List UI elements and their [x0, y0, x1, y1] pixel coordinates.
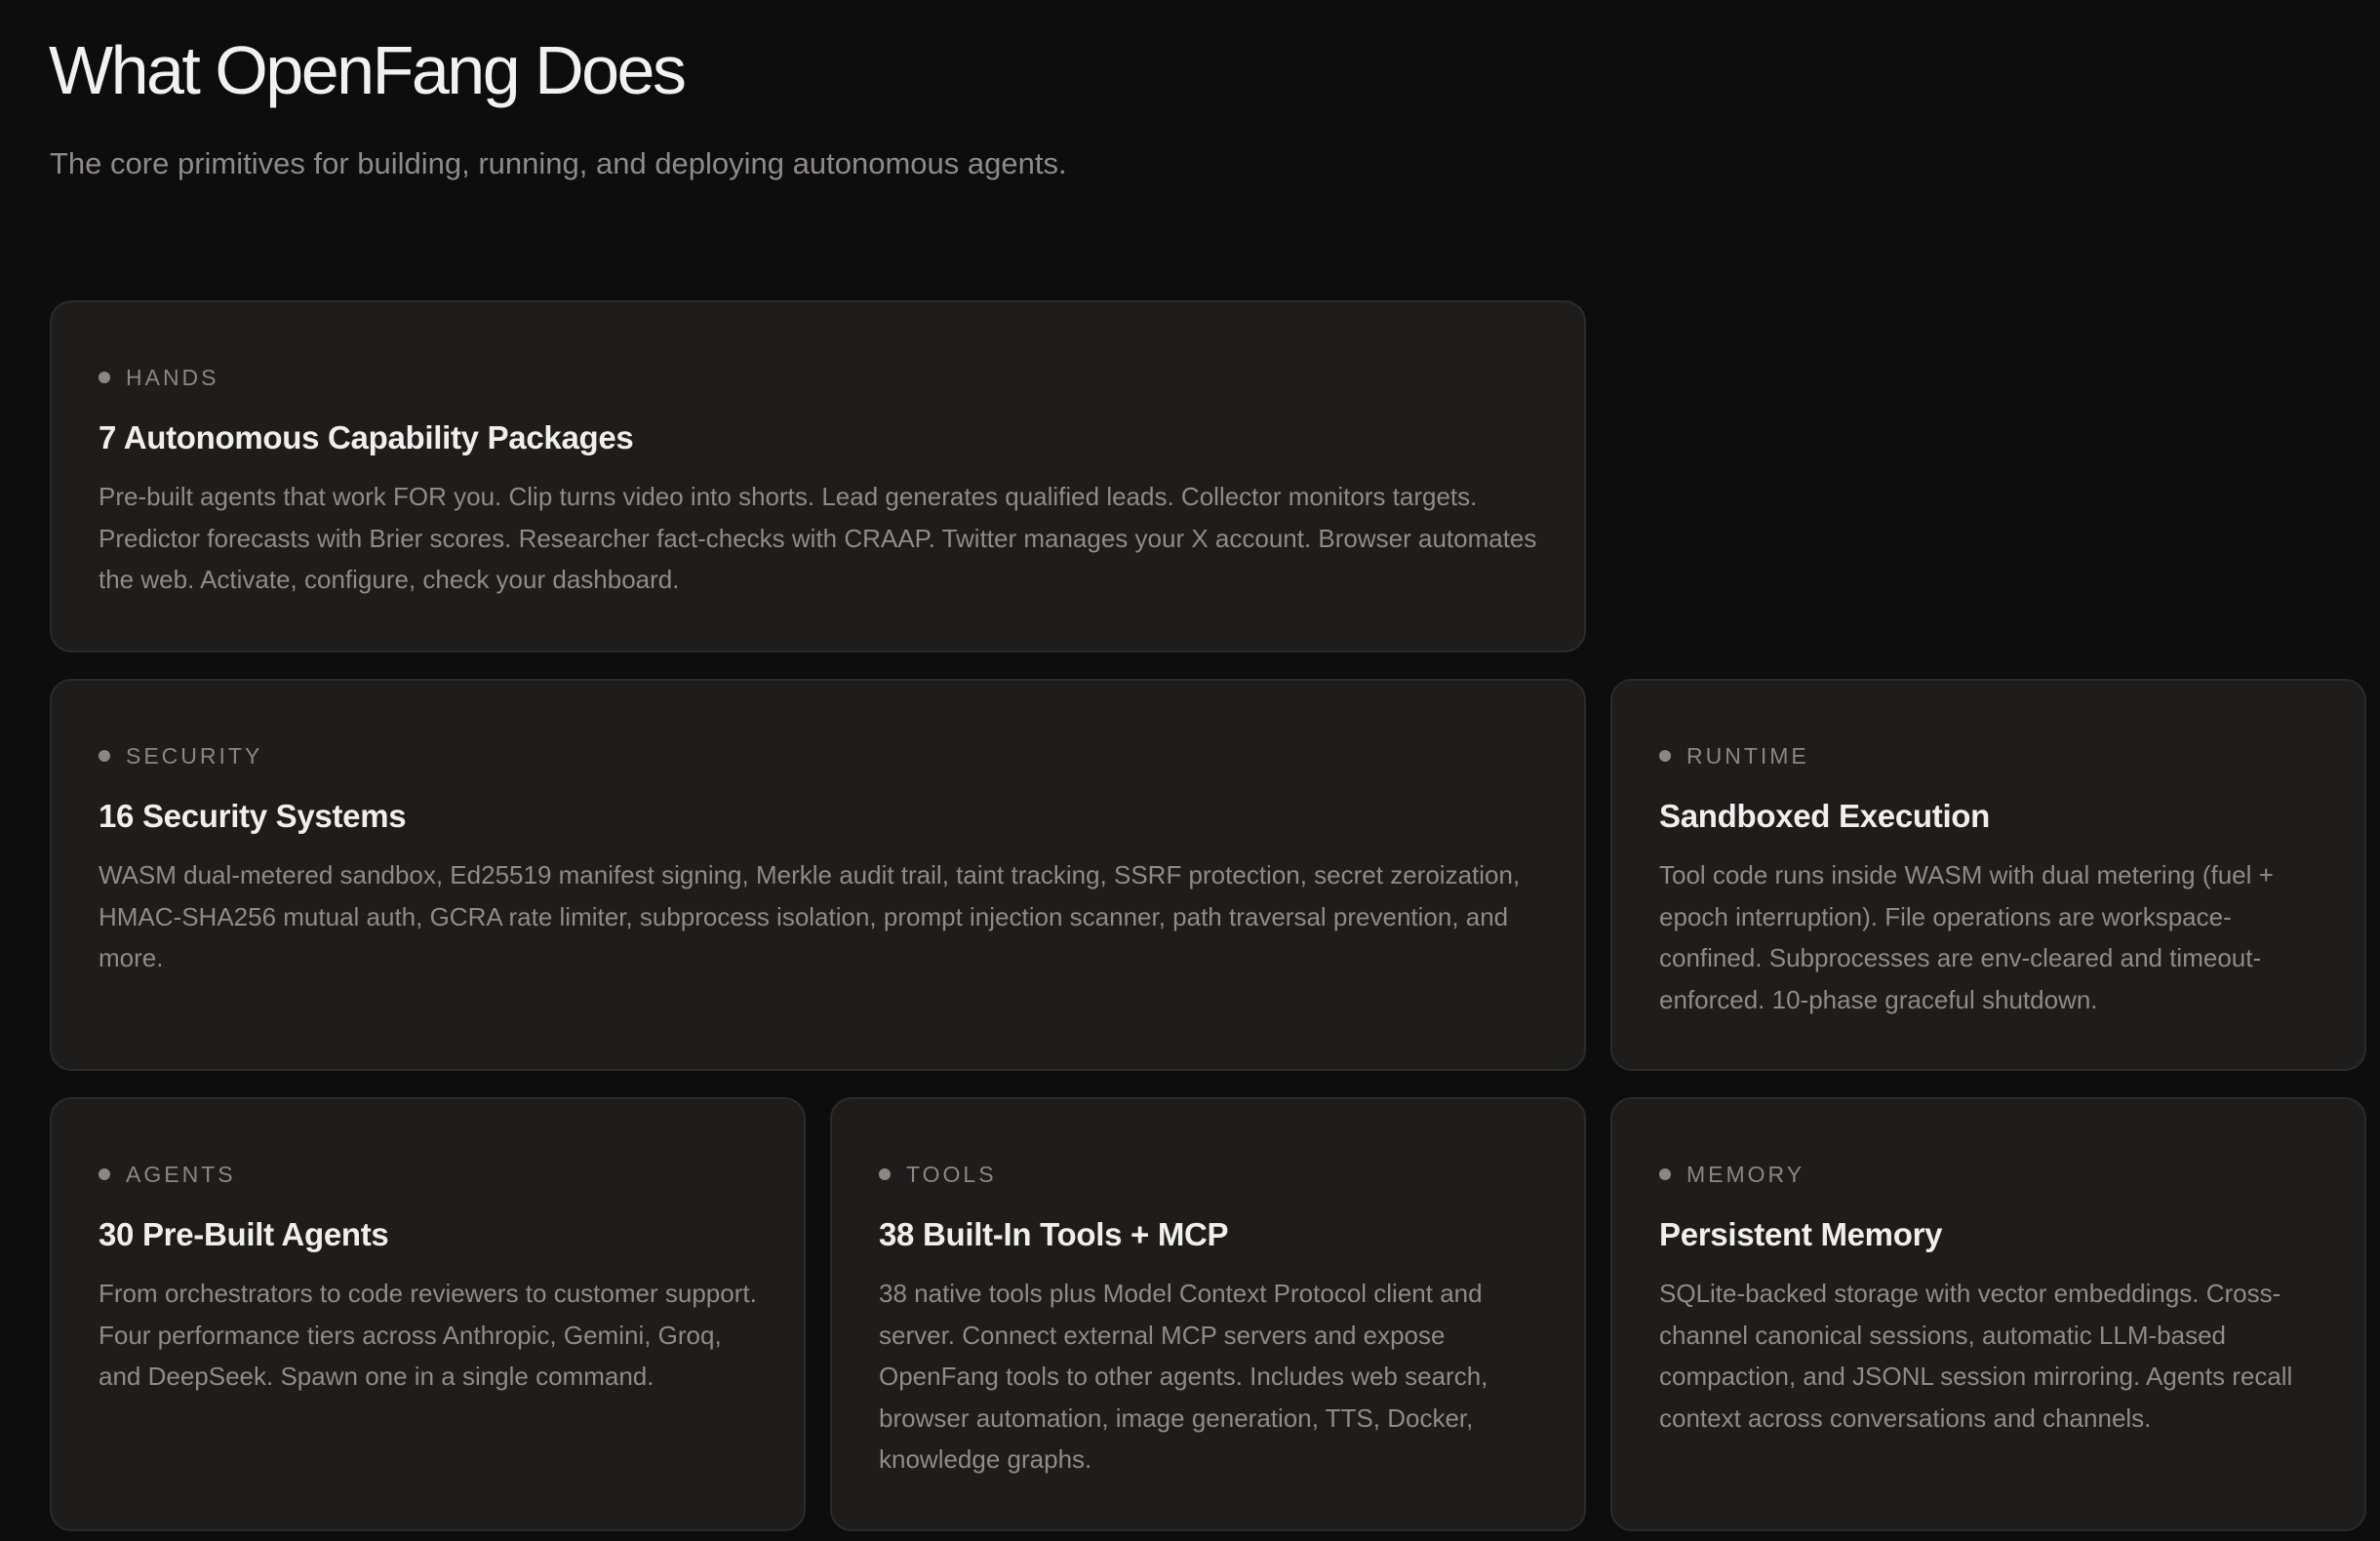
card-heading: Sandboxed Execution — [1659, 798, 1991, 834]
card-body: From orchestrators to code reviewers to customer support. Four performance tiers across Anthropic, Gemini, Groq, and DeepSeek. Spawn one in a single command. — [99, 1279, 757, 1391]
card-body: Pre-built agents that work FOR you. Clip turns video into shorts. Lead generates qualified leads. Collector monitors targets. Predictor forecasts with Brier scores. Researcher fact-checks with CRAAP. Twitter manages your X account. Browser automates the web. Activate, configure, check your dashboard. — [99, 482, 1537, 594]
card-body: Tool code runs inside WASM with dual metering (fuel + epoch interruption). File operations are workspace-confined. Subprocesses are env-cleared and timeout-enforced. 10-phase graceful shutdown. — [1659, 860, 2274, 1014]
bullet-dot-icon — [99, 1168, 110, 1180]
card-heading: Persistent Memory — [1659, 1216, 1943, 1252]
card-label-text: AGENTS — [126, 1161, 236, 1187]
card-label-text: SECURITY — [126, 742, 263, 769]
feature-card-hands — [50, 300, 1586, 652]
card-label — [879, 1160, 1537, 1189]
card-body: WASM dual-metered sandbox, Ed25519 manifest signing, Merkle audit trail, taint tracking, SSRF protection, secret zeroization, HMAC-SHA256 mutual auth, GCRA rate limiter, subprocess isolation, prompt injection scanner, path traversal prevention, and more. — [99, 860, 1521, 972]
card-label — [1659, 1160, 2318, 1189]
bullet-dot-icon — [1659, 1168, 1671, 1180]
card-label-text: MEMORY — [1686, 1161, 1805, 1187]
card-heading: 38 Built-In Tools + MCP — [879, 1216, 1229, 1252]
feature-card-runtime — [1610, 679, 2366, 1071]
card-heading: 16 Security Systems — [99, 798, 407, 834]
card-label — [99, 363, 1537, 392]
bullet-dot-icon — [879, 1168, 891, 1180]
feature-card-tools — [830, 1097, 1586, 1531]
card-label-text: HANDS — [126, 364, 219, 390]
card-label — [99, 1160, 757, 1189]
card-label — [99, 741, 1537, 770]
card-label — [1659, 741, 2318, 770]
page-title: What OpenFang Does — [49, 32, 685, 108]
feature-card-security — [50, 679, 1586, 1071]
feature-card-agents — [50, 1097, 806, 1531]
card-body: 38 native tools plus Model Context Protocol client and server. Connect external MCP servers and expose OpenFang tools to other agents. Includes web search, browser automation, image generation, TTS, Docker, knowledge graphs. — [879, 1279, 1488, 1474]
card-label-text: TOOLS — [906, 1161, 997, 1187]
page-subtitle: The core primitives for building, running, and deploying autonomous agents. — [50, 146, 1067, 180]
card-heading: 30 Pre-Built Agents — [99, 1216, 389, 1252]
card-body: SQLite-backed storage with vector embeddings. Cross-channel canonical sessions, automatic LLM-based compaction, and JSONL session mirroring. Agents recall context across conversations and channels. — [1659, 1279, 2293, 1433]
card-heading: 7 Autonomous Capability Packages — [99, 419, 634, 455]
bullet-dot-icon — [99, 372, 110, 383]
feature-card-memory — [1610, 1097, 2366, 1531]
bullet-dot-icon — [1659, 750, 1671, 762]
bullet-dot-icon — [99, 750, 110, 762]
features-grid — [50, 300, 2366, 1531]
card-label-text: RUNTIME — [1686, 742, 1809, 769]
